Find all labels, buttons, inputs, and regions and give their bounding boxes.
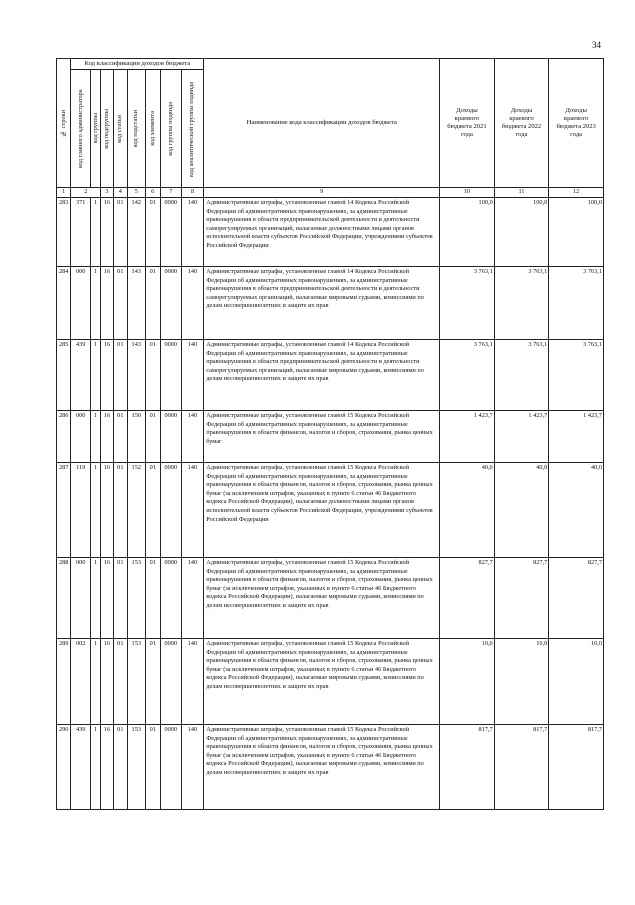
table-row bbox=[57, 558, 604, 639]
cell-group: 1 bbox=[90, 198, 100, 267]
cell-element: 01 bbox=[145, 267, 160, 340]
cell-analytic: 140 bbox=[181, 463, 204, 558]
cell-2023: 100,0 bbox=[549, 198, 604, 267]
cell-row-num: 290 bbox=[57, 725, 71, 810]
cell-group: 1 bbox=[90, 340, 100, 411]
cell-admin: 119 bbox=[71, 463, 91, 558]
header-subtype-group-label: код группы подвида bbox=[166, 101, 174, 156]
cell-2021: 1 423,7 bbox=[440, 411, 495, 463]
column-number: 10 bbox=[440, 188, 495, 198]
cell-subgroup: 16 bbox=[101, 639, 113, 725]
header-subgroup-label: код подгруппы bbox=[102, 108, 110, 149]
cell-row-num: 283 bbox=[57, 198, 71, 267]
cell-2023: 10,0 bbox=[549, 639, 604, 725]
table-row bbox=[57, 267, 604, 340]
cell-subtype: 0000 bbox=[160, 639, 181, 725]
cell-element: 01 bbox=[145, 411, 160, 463]
cell-analytic: 140 bbox=[181, 340, 204, 411]
header-subarticle-label: код подстатьи bbox=[132, 109, 140, 148]
header-2022: Доходы краевого бюджета 2022 года bbox=[494, 59, 549, 188]
cell-2021: 3 763,1 bbox=[440, 340, 495, 411]
header-group bbox=[90, 70, 100, 188]
cell-subgroup: 16 bbox=[101, 340, 113, 411]
header-analytic-group-label: код аналитической группы подвида bbox=[188, 80, 196, 177]
cell-2021: 817,7 bbox=[440, 725, 495, 810]
cell-element: 01 bbox=[145, 725, 160, 810]
column-number: 4 bbox=[113, 188, 127, 198]
header-row-num bbox=[57, 59, 71, 188]
cell-element: 01 bbox=[145, 198, 160, 267]
header-article bbox=[113, 70, 127, 188]
column-number: 9 bbox=[204, 188, 440, 198]
cell-subarticle: 142 bbox=[128, 198, 146, 267]
cell-row-num: 288 bbox=[57, 558, 71, 639]
column-number: 3 bbox=[101, 188, 113, 198]
cell-group: 1 bbox=[90, 411, 100, 463]
budget-table-wrapper bbox=[56, 58, 604, 810]
column-number: 1 bbox=[57, 188, 71, 198]
column-number: 8 bbox=[181, 188, 204, 198]
cell-group: 1 bbox=[90, 463, 100, 558]
cell-element: 01 bbox=[145, 340, 160, 411]
cell-analytic: 140 bbox=[181, 198, 204, 267]
cell-group: 1 bbox=[90, 267, 100, 340]
cell-name: Административные штрафы, установленные главой 15 Кодекса Российской Федерации об административных правонарушениях, за административные правонарушения в области финансов, налогов и сборов, страхования, рынка ценных бумаг (за исключением штрафов, указанных в пункте 6 статьи 46 Бюджетного кодекса Российской Федерации), налагаемые должностными лицами органов исполнительной власти субъектов Российской Федерации, учреждениями субъектов Российской Федерации bbox=[204, 463, 440, 558]
cell-subtype: 0000 bbox=[160, 340, 181, 411]
cell-name: Административные штрафы, установленные главой 14 Кодекса Российской Федерации об административных правонарушениях, за административные правонарушения в области предпринимательской деятельности и деятельности саморегулируемых организаций, налагаемые должностными лицами органов исполнительной власти субъектов Российской Федерации, учреждениями субъектов Российской Федерации bbox=[204, 198, 440, 267]
cell-analytic: 140 bbox=[181, 411, 204, 463]
column-number: 6 bbox=[145, 188, 160, 198]
cell-analytic: 140 bbox=[181, 558, 204, 639]
cell-name: Административные штрафы, установленные главой 15 Кодекса Российской Федерации об административных правонарушениях, за административные правонарушения в области финансов, налогов и сборов, страхования, рынка ценных бумаг (за исключением штрафов, указанных в пункте 6 статьи 46 Бюджетного кодекса Российской Федерации), налагаемые мировыми судьями, комиссиями по делам несовершеннолетних и защите их прав bbox=[204, 725, 440, 810]
cell-2022: 3 763,1 bbox=[494, 267, 549, 340]
cell-2021: 100,0 bbox=[440, 198, 495, 267]
cell-subtype: 0000 bbox=[160, 411, 181, 463]
cell-2023: 827,7 bbox=[549, 558, 604, 639]
cell-2021: 3 763,1 bbox=[440, 267, 495, 340]
cell-2022: 827,7 bbox=[494, 558, 549, 639]
cell-article: 01 bbox=[113, 340, 127, 411]
header-subarticle bbox=[128, 70, 146, 188]
cell-name: Административные штрафы, установленные главой 15 Кодекса Российской Федерации об административных правонарушениях, за административные правонарушения в области финансов, налогов и сборов, страхования, рынка ценных бумаг (за исключением штрафов, указанных в пункте 6 статьи 46 Бюджетного кодекса Российской Федерации), налагаемые мировыми судьями, комиссиями по делам несовершеннолетних и защите их прав bbox=[204, 639, 440, 725]
cell-2023: 3 763,1 bbox=[549, 267, 604, 340]
cell-2023: 40,0 bbox=[549, 463, 604, 558]
cell-group: 1 bbox=[90, 558, 100, 639]
cell-admin: 000 bbox=[71, 558, 91, 639]
cell-row-num: 289 bbox=[57, 639, 71, 725]
cell-2022: 817,7 bbox=[494, 725, 549, 810]
cell-subarticle: 153 bbox=[128, 558, 146, 639]
cell-article: 01 bbox=[113, 463, 127, 558]
cell-subgroup: 16 bbox=[101, 463, 113, 558]
header-subtype-group bbox=[160, 70, 181, 188]
cell-name: Административные штрафы, установленные главой 15 Кодекса Российской Федерации об административных правонарушениях, за административные правонарушения в области финансов, налогов и сборов, страхования, рынка ценных бумаг (за исключением штрафов, указанных в пункте 6 статьи 46 Бюджетного кодекса Российской Федерации), налагаемые мировыми судьями, комиссиями по делам несовершеннолетних и защите их прав bbox=[204, 558, 440, 639]
cell-admin: 002 bbox=[71, 639, 91, 725]
cell-article: 01 bbox=[113, 267, 127, 340]
cell-subarticle: 152 bbox=[128, 463, 146, 558]
cell-subgroup: 16 bbox=[101, 267, 113, 340]
cell-2021: 40,0 bbox=[440, 463, 495, 558]
cell-article: 01 bbox=[113, 639, 127, 725]
header-name: Наименование кода классификации доходов бюджета bbox=[204, 59, 440, 188]
table-row bbox=[57, 340, 604, 411]
header-group-label: код группы bbox=[91, 113, 99, 144]
cell-subgroup: 16 bbox=[101, 198, 113, 267]
column-number: 12 bbox=[549, 188, 604, 198]
cell-admin: 000 bbox=[71, 267, 91, 340]
cell-subarticle: 143 bbox=[128, 340, 146, 411]
cell-row-num: 285 bbox=[57, 340, 71, 411]
cell-row-num: 286 bbox=[57, 411, 71, 463]
cell-subtype: 0000 bbox=[160, 267, 181, 340]
cell-2021: 10,0 bbox=[440, 639, 495, 725]
column-number-row bbox=[57, 188, 604, 198]
cell-analytic: 140 bbox=[181, 725, 204, 810]
cell-subtype: 0000 bbox=[160, 463, 181, 558]
cell-subarticle: 150 bbox=[128, 411, 146, 463]
header-admin-label: код главного администратора bbox=[76, 89, 84, 168]
cell-2022: 1 423,7 bbox=[494, 411, 549, 463]
table-row bbox=[57, 463, 604, 558]
column-number: 5 bbox=[128, 188, 146, 198]
cell-element: 01 bbox=[145, 639, 160, 725]
cell-admin: 439 bbox=[71, 340, 91, 411]
cell-subtype: 0000 bbox=[160, 198, 181, 267]
cell-2022: 100,0 bbox=[494, 198, 549, 267]
header-2021: Доходы краевого бюджета 2021 года bbox=[440, 59, 495, 188]
cell-subgroup: 16 bbox=[101, 725, 113, 810]
header-admin bbox=[71, 70, 91, 188]
cell-article: 01 bbox=[113, 411, 127, 463]
cell-group: 1 bbox=[90, 639, 100, 725]
table-row bbox=[57, 198, 604, 267]
cell-admin: 439 bbox=[71, 725, 91, 810]
cell-subtype: 0000 bbox=[160, 725, 181, 810]
cell-article: 01 bbox=[113, 558, 127, 639]
cell-name: Административные штрафы, установленные главой 15 Кодекса Российской Федерации об административных правонарушениях, за административные правонарушения в области финансов, налогов и сборов, страхования, рынка ценных бумаг bbox=[204, 411, 440, 463]
cell-2022: 3 763,1 bbox=[494, 340, 549, 411]
table-row bbox=[57, 639, 604, 725]
cell-analytic: 140 bbox=[181, 267, 204, 340]
cell-subarticle: 153 bbox=[128, 639, 146, 725]
header-analytic-group bbox=[181, 70, 204, 188]
cell-element: 01 bbox=[145, 558, 160, 639]
column-number: 2 bbox=[71, 188, 101, 198]
cell-2022: 40,0 bbox=[494, 463, 549, 558]
header-subgroup bbox=[101, 70, 113, 188]
budget-table bbox=[56, 58, 604, 810]
header-element bbox=[145, 70, 160, 188]
cell-article: 01 bbox=[113, 198, 127, 267]
header-article-label: код статьи bbox=[116, 114, 124, 143]
cell-subarticle: 143 bbox=[128, 267, 146, 340]
cell-2023: 817,7 bbox=[549, 725, 604, 810]
header-element-label: код элемента bbox=[148, 111, 156, 146]
cell-2023: 1 423,7 bbox=[549, 411, 604, 463]
cell-element: 01 bbox=[145, 463, 160, 558]
page-number: 34 bbox=[592, 40, 601, 50]
cell-subgroup: 16 bbox=[101, 411, 113, 463]
cell-group: 1 bbox=[90, 725, 100, 810]
cell-admin: 000 bbox=[71, 411, 91, 463]
cell-row-num: 287 bbox=[57, 463, 71, 558]
cell-name: Административные штрафы, установленные главой 14 Кодекса Российской Федерации об административных правонарушениях, за административные правонарушения в области предпринимательской деятельности и деятельности саморегулируемых организаций, налагаемые мировыми судьями, комиссиями по делам несовершеннолетних и защите их прав bbox=[204, 340, 440, 411]
cell-2021: 827,7 bbox=[440, 558, 495, 639]
header-classification-group: Код классификации доходов бюджета bbox=[71, 59, 204, 70]
cell-2022: 10,0 bbox=[494, 639, 549, 725]
table-row bbox=[57, 411, 604, 463]
header-2023: Доходы краевого бюджета 2023 года bbox=[549, 59, 604, 188]
cell-admin: 371 bbox=[71, 198, 91, 267]
cell-subarticle: 153 bbox=[128, 725, 146, 810]
column-number: 11 bbox=[494, 188, 549, 198]
table-row bbox=[57, 725, 604, 810]
cell-analytic: 140 bbox=[181, 639, 204, 725]
cell-2023: 3 763,1 bbox=[549, 340, 604, 411]
cell-subtype: 0000 bbox=[160, 558, 181, 639]
header-row-num-label: № строки bbox=[59, 109, 67, 137]
cell-row-num: 284 bbox=[57, 267, 71, 340]
cell-name: Административные штрафы, установленные главой 14 Кодекса Российской Федерации об административных правонарушениях, за административные правонарушения в области предпринимательской деятельности и деятельности саморегулируемых организаций, налагаемые мировыми судьями, комиссиями по делам несовершеннолетних и защите их прав bbox=[204, 267, 440, 340]
cell-subgroup: 16 bbox=[101, 558, 113, 639]
column-number: 7 bbox=[160, 188, 181, 198]
cell-article: 01 bbox=[113, 725, 127, 810]
